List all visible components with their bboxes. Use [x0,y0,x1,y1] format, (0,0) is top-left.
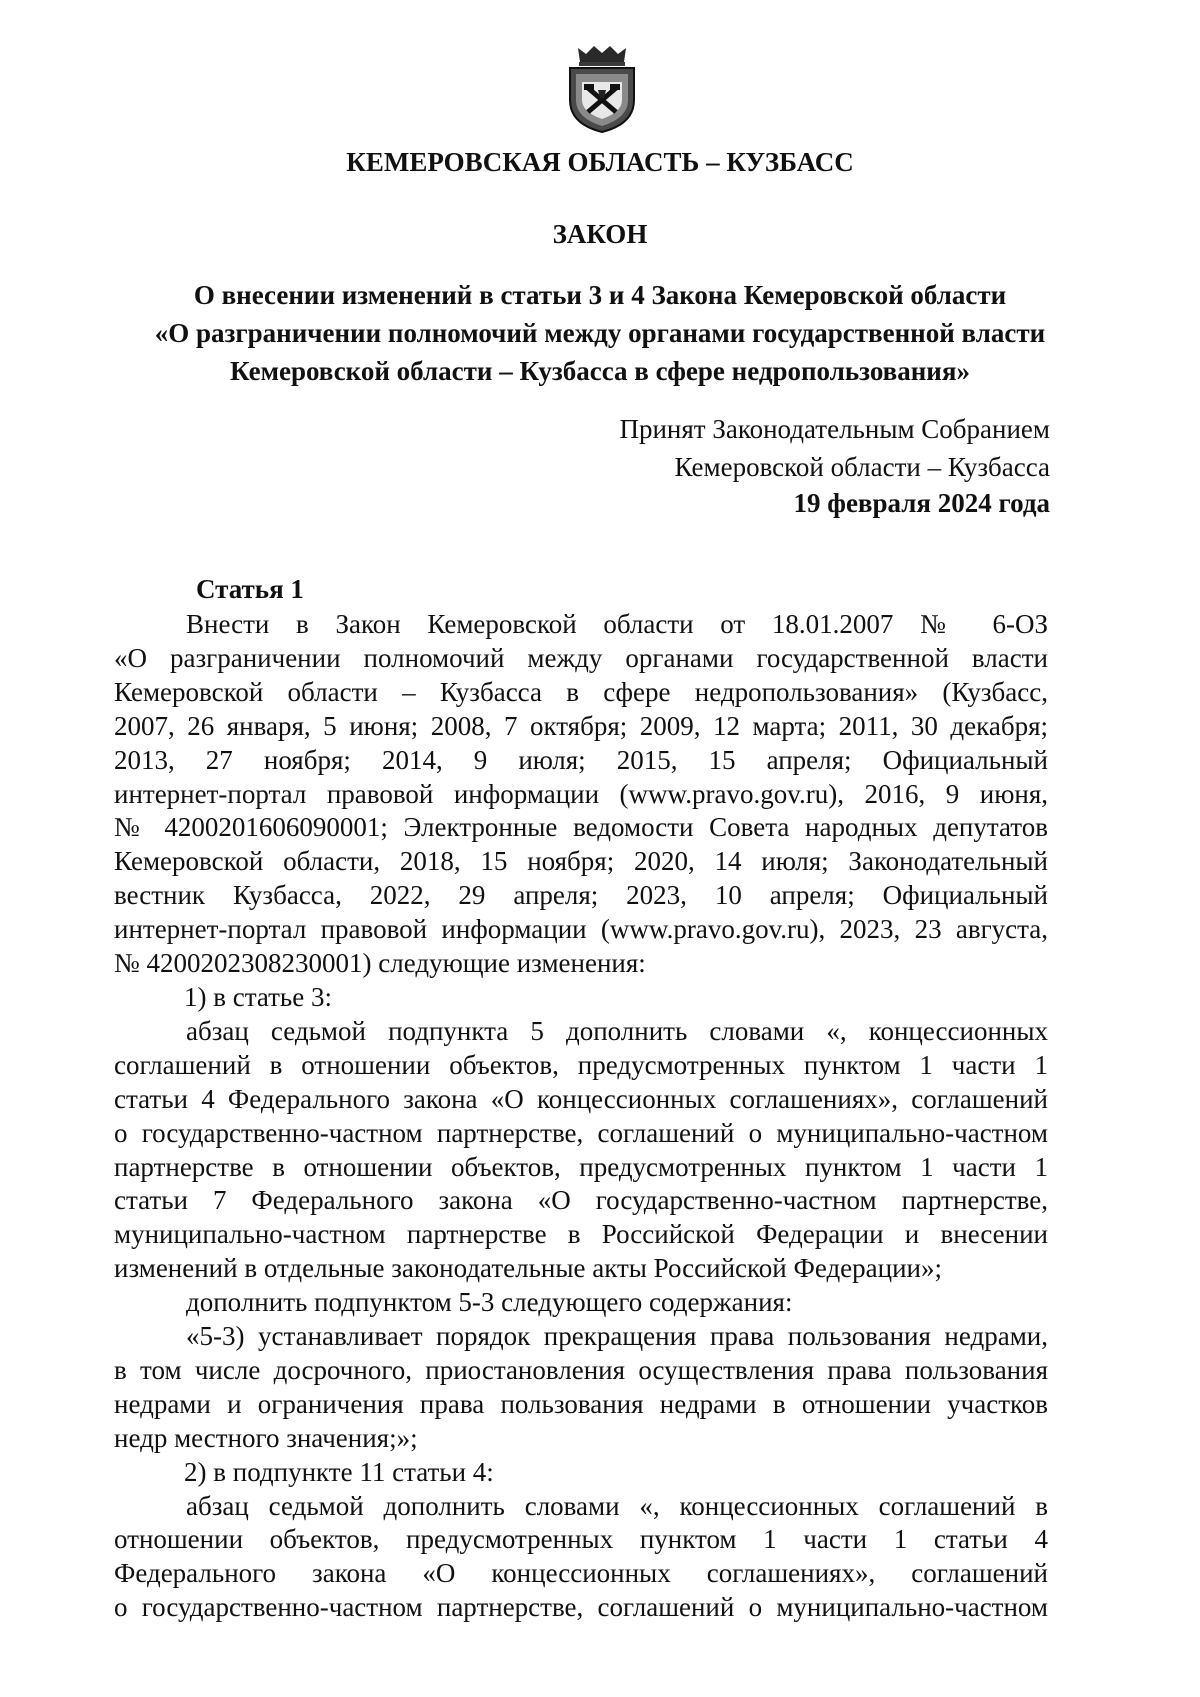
adoption-date: 19 февраля 2024 года [793,488,1050,518]
title-line: О внесении изменений в статьи 3 и 4 Закона Кемеровской области [193,280,1007,310]
text-line: Кемеровской области – Кузбасса в сфере недропользования» (Кузбасс, [114,676,1048,707]
text-line: 2) в подпункте 11 статьи 4: [184,1456,494,1487]
text-line: «5-3) устанавливает порядок прекращения права пользования недрами, [186,1321,1048,1352]
title-line: Кемеровской области – Кузбасса в сфере недропользования» [230,356,970,386]
article-body [114,608,1048,1625]
text-line: о государственно-частном партнерстве, соглашений о муниципально-частном [114,1592,1048,1623]
text-line: соглашений в отношении объектов, предусмотренных пунктом 1 части 1 [114,1049,1048,1080]
text-line: № 4200202308230001) следующие изменения: [114,948,646,979]
coat-of-arms-icon [564,42,640,134]
text-line: отношении объектов, предусмотренных пунктом 1 части 1 статьи 4 [114,1524,1048,1555]
text-line: недрами и ограничения права пользования недрами в отношении участков [114,1388,1048,1419]
text-line: о государственно-частном партнерстве, соглашений о муниципально-частном [114,1117,1048,1148]
text-line: в том числе досрочного, приостановления осуществления права пользования [114,1354,1048,1385]
region-heading: КЕМЕРОВСКАЯ ОБЛАСТЬ – КУЗБАСС [346,147,854,177]
text-line: 1) в статье 3: [184,981,332,1012]
text-line: Федерального закона «О концессионных соглашениях», соглашений [114,1558,1048,1589]
text-line: муниципально-частном партнерстве в Российской Федерации и внесении [114,1219,1048,1250]
text-line: вестник Кузбасса, 2022, 29 апреля; 2023, 10 апреля; Официальный [114,880,1048,911]
text-line: 2013, 27 ноября; 2014, 9 июля; 2015, 15 апреля; Официальный [114,744,1048,775]
title-line: «О разграничении полномочий между органами государственной власти [154,318,1046,348]
text-line: № 4200201606090001; Электронные ведомости Совета народных депутатов [114,812,1048,843]
text-line: дополнить подпунктом 5-3 следующего содержания: [186,1287,793,1318]
text-line: 2007, 26 января, 5 июня; 2008, 7 октября; 2009, 12 марта; 2011, 30 декабря; [114,710,1048,741]
text-line: интернет-портал правовой информации (www.pravo.gov.ru), 2023, 23 августа, [114,914,1048,945]
document-type: ЗАКОН [552,219,648,249]
text-line: абзац седьмой дополнить словами «, концессионных соглашений в [186,1490,1048,1521]
adoption-line: Принят Законодательным Собранием [619,414,1050,444]
article-heading: Статья 1 [196,574,304,604]
text-line: статьи 7 Федерального закона «О государственно-частном партнерстве, [114,1185,1048,1216]
text-line: недр местного значения;»; [114,1422,418,1453]
text-line: Внести в Закон Кемеровской области от 18.01.2007 № 6-ОЗ [186,609,1048,639]
text-line: партнерстве в отношении объектов, предусмотренных пунктом 1 части 1 [114,1151,1048,1182]
text-line: «О разграничении полномочий между органами государственной власти [114,642,1048,673]
text-line: интернет-портал правовой информации (www.pravo.gov.ru), 2016, 9 июня, [114,778,1048,809]
text-line: абзац седьмой подпункта 5 дополнить словами «, концессионных [186,1015,1048,1046]
text-line: изменений в отдельные законодательные акты Российской Федерации»; [114,1253,942,1284]
text-line: Кемеровской области, 2018, 15 ноября; 2020, 14 июля; Законодательный [114,846,1048,877]
text-line: статьи 4 Федерального закона «О концессионных соглашениях», соглашений [114,1083,1048,1114]
adoption-line: Кемеровской области – Кузбасса [674,452,1050,482]
